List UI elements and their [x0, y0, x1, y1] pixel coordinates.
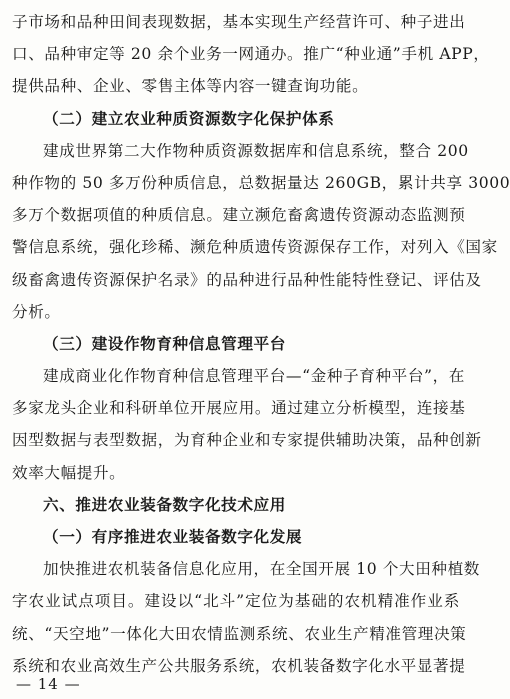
section-heading: （三）建设作物育种信息管理平台 — [43, 334, 286, 353]
section-heading: （二）建立农业种质资源数字化保护体系 — [43, 109, 335, 128]
text-line: 子市场和品种田间表现数据，基本实现生产经营许可、种子进出 — [12, 13, 466, 31]
text-line: 系统和农业高效生产公共服务系统，农机装备数字化水平显著提 — [12, 656, 466, 675]
text-line: 统、“天空地”一体化大田农情监测系统、农业生产精准管理决策 — [12, 624, 467, 643]
text-line: 建成商业化作物育种信息管理平台—“金种子育种平台”，在 — [43, 367, 465, 386]
text-line: 字农业试点项目。建设以“北斗”定位为基础的农机精准作业系 — [12, 592, 460, 611]
text-line: 种作物的 50 多万份种质信息，总数据量达 260GB，累计共享 3000 — [12, 173, 510, 192]
text-line: 多家龙头企业和科研单位开展应用。通过建立分析模型，连接基 — [12, 399, 466, 418]
text-line: 效率大幅提升。 — [12, 463, 126, 482]
text-line: 口、品种审定等 20 余个业务一网通办。推广“种业通”手机 APP， — [12, 45, 490, 64]
section-heading: 六、推进农业装备数字化技术应用 — [43, 495, 286, 514]
section-heading: （一）有序推进农业装备数字化发展 — [43, 528, 303, 546]
text-line: 警信息系统，强化珍稀、濒危种质遗传资源保存工作，对列入《国家 — [12, 238, 498, 257]
text-line: 建成世界第二大作物种质资源数据库和信息系统，整合 200 — [43, 141, 469, 160]
text-line: 级畜禽遗传资源保护名录》的品种进行品种性能特性登记、评估及 — [12, 270, 482, 289]
text-line: 因型数据与表型数据，为育种企业和专家提供辅助决策，品种创新 — [12, 431, 482, 450]
text-line: 分析。 — [12, 302, 61, 321]
text-line: 加快推进农机装备信息化应用，在全国开展 10 个大田种植数 — [43, 560, 480, 579]
page-number: — 14 — — [16, 675, 81, 693]
body-text — [12, 6, 510, 682]
text-line: 提供品种、企业、零售主体等内容一键查询功能。 — [12, 77, 369, 96]
text-line: 多万个数据项值的种质信息。建立濒危畜禽遗传资源动态监测预 — [12, 206, 466, 225]
